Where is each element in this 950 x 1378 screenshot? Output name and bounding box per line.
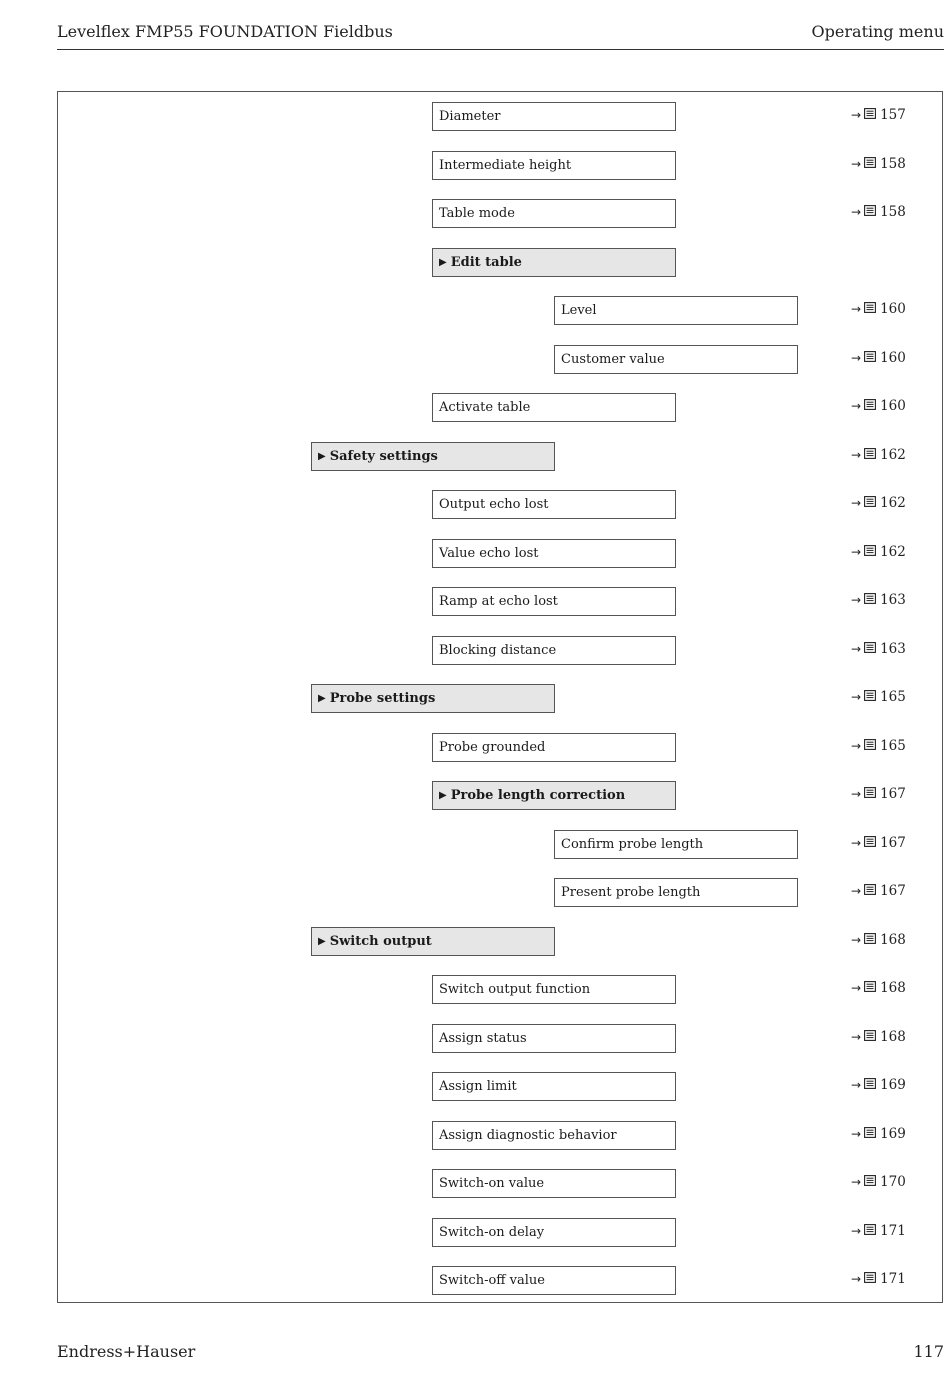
menu-item-label: Intermediate height bbox=[439, 157, 572, 173]
page-reference-number: 167 bbox=[880, 883, 906, 899]
page-reference-number: 160 bbox=[880, 301, 906, 317]
menu-parameter-box bbox=[432, 151, 676, 180]
menu-item-label: Present probe length bbox=[561, 885, 701, 900]
menu-row bbox=[58, 975, 942, 1004]
book-page-icon bbox=[864, 1127, 876, 1138]
arrow-right-icon: → bbox=[851, 108, 862, 122]
arrow-right-icon: → bbox=[851, 302, 862, 316]
menu-item-label: Customer value bbox=[561, 351, 665, 367]
menu-item-label: Edit table bbox=[450, 254, 522, 270]
menu-row bbox=[58, 296, 942, 325]
page-reference-link[interactable] bbox=[851, 1072, 906, 1101]
menu-row bbox=[58, 539, 942, 568]
menu-item-label: Value echo lost bbox=[439, 545, 539, 561]
page-reference-link[interactable] bbox=[851, 490, 906, 519]
menu-item-label: Activate table bbox=[439, 400, 531, 415]
menu-group-box bbox=[311, 684, 555, 713]
page-reference-link[interactable] bbox=[851, 1024, 906, 1053]
menu-row bbox=[58, 442, 942, 471]
book-page-icon bbox=[864, 787, 876, 798]
menu-row bbox=[58, 199, 942, 228]
book-page-icon bbox=[864, 399, 876, 410]
book-page-icon bbox=[864, 1272, 876, 1283]
menu-item-label: Confirm probe length bbox=[561, 836, 704, 852]
menu-row bbox=[58, 345, 942, 374]
page-reference-link[interactable] bbox=[851, 1266, 906, 1295]
menu-item-label: Table mode bbox=[439, 206, 515, 221]
book-page-icon bbox=[864, 496, 876, 507]
menu-row bbox=[58, 781, 942, 810]
menu-row bbox=[58, 102, 942, 131]
expand-triangle-icon: ▶ bbox=[318, 450, 326, 462]
arrow-right-icon: → bbox=[851, 447, 862, 462]
page-reference-number: 160 bbox=[880, 398, 906, 414]
menu-parameter-box bbox=[432, 1121, 676, 1150]
menu-row bbox=[58, 1218, 942, 1247]
book-page-icon bbox=[864, 108, 876, 119]
page-reference-link[interactable] bbox=[851, 927, 906, 956]
header-divider bbox=[57, 49, 944, 50]
book-page-icon bbox=[864, 448, 876, 459]
section-title: Operating menu bbox=[811, 22, 944, 41]
menu-parameter-box bbox=[554, 878, 798, 907]
page-reference-link[interactable] bbox=[851, 151, 906, 180]
operating-menu-tree bbox=[57, 91, 943, 1303]
page-reference-number: 169 bbox=[880, 1125, 906, 1142]
arrow-right-icon: → bbox=[851, 205, 862, 219]
menu-item-label: Switch output bbox=[329, 933, 432, 949]
menu-row bbox=[58, 151, 942, 180]
page-reference-link[interactable] bbox=[851, 975, 906, 1004]
page-reference-link[interactable] bbox=[851, 1218, 906, 1247]
menu-group-box bbox=[432, 248, 676, 277]
arrow-right-icon: → bbox=[851, 1272, 862, 1286]
arrow-right-icon: → bbox=[851, 1223, 862, 1238]
page-reference-link[interactable] bbox=[851, 733, 906, 762]
arrow-right-icon: → bbox=[851, 787, 862, 801]
book-page-icon bbox=[864, 642, 876, 653]
menu-parameter-box bbox=[432, 199, 676, 228]
book-page-icon bbox=[864, 351, 876, 362]
menu-item-label: Output echo lost bbox=[439, 497, 549, 512]
menu-row bbox=[58, 878, 942, 907]
menu-parameter-box bbox=[554, 345, 798, 374]
arrow-right-icon: → bbox=[851, 496, 862, 510]
menu-parameter-box bbox=[432, 1169, 676, 1198]
menu-row bbox=[58, 927, 942, 956]
book-page-icon bbox=[864, 593, 876, 604]
page-reference-number: 169 bbox=[880, 1077, 906, 1093]
page-reference-number: 165 bbox=[880, 689, 906, 705]
page-reference-number: 160 bbox=[880, 349, 906, 366]
book-page-icon bbox=[864, 157, 876, 168]
book-page-icon bbox=[864, 1175, 876, 1186]
arrow-right-icon: → bbox=[851, 544, 862, 559]
arrow-right-icon: → bbox=[851, 981, 862, 995]
page-reference-number: 168 bbox=[880, 931, 906, 948]
menu-item-label: Assign status bbox=[439, 1030, 527, 1046]
menu-row bbox=[58, 1121, 942, 1150]
page-reference-link[interactable] bbox=[851, 878, 906, 907]
arrow-right-icon: → bbox=[851, 399, 862, 413]
menu-parameter-box bbox=[432, 975, 676, 1004]
menu-row bbox=[58, 393, 942, 422]
book-page-icon bbox=[864, 933, 876, 944]
menu-parameter-box bbox=[432, 1266, 676, 1295]
menu-item-label: Assign limit bbox=[439, 1079, 517, 1094]
page-reference-number: 167 bbox=[880, 786, 906, 802]
page-reference-number: 163 bbox=[880, 640, 906, 657]
menu-parameter-box bbox=[432, 1024, 676, 1053]
arrow-right-icon: → bbox=[851, 738, 862, 753]
menu-row bbox=[58, 248, 942, 277]
menu-item-label: Ramp at echo lost bbox=[439, 594, 558, 609]
menu-item-label: Probe settings bbox=[329, 691, 436, 706]
page-reference-number: 171 bbox=[880, 1222, 906, 1239]
arrow-right-icon: → bbox=[851, 1175, 862, 1189]
arrow-right-icon: → bbox=[851, 1029, 862, 1044]
page-number: 117 bbox=[913, 1342, 944, 1361]
menu-parameter-box bbox=[432, 102, 676, 131]
menu-item-label: Blocking distance bbox=[439, 642, 557, 658]
menu-item-label: Switch-off value bbox=[439, 1273, 545, 1288]
menu-item-label: Assign diagnostic behavior bbox=[439, 1127, 617, 1143]
menu-parameter-box bbox=[432, 539, 676, 568]
book-page-icon bbox=[864, 545, 876, 556]
expand-triangle-icon: ▶ bbox=[439, 256, 447, 268]
page-reference-link[interactable] bbox=[851, 539, 906, 568]
menu-item-label: Probe grounded bbox=[439, 739, 546, 755]
page-reference-link[interactable] bbox=[851, 1169, 906, 1198]
menu-row bbox=[58, 1072, 942, 1101]
menu-row bbox=[58, 1024, 942, 1053]
page-reference-number: 158 bbox=[880, 204, 906, 220]
page-reference-link[interactable] bbox=[851, 781, 906, 810]
page-reference-link[interactable] bbox=[851, 1121, 906, 1150]
menu-parameter-box bbox=[432, 636, 676, 665]
menu-group-box bbox=[311, 442, 555, 471]
menu-parameter-box bbox=[432, 733, 676, 762]
page-reference-number: 167 bbox=[880, 834, 906, 851]
menu-row bbox=[58, 733, 942, 762]
book-page-icon bbox=[864, 1030, 876, 1041]
menu-item-label: Diameter bbox=[439, 109, 501, 124]
arrow-right-icon: → bbox=[851, 1078, 862, 1092]
menu-row bbox=[58, 830, 942, 859]
arrow-right-icon: → bbox=[851, 156, 862, 171]
menu-row bbox=[58, 490, 942, 519]
menu-parameter-box bbox=[432, 587, 676, 616]
menu-item-label: Safety settings bbox=[329, 448, 438, 464]
page-reference-link[interactable] bbox=[851, 393, 906, 422]
book-page-icon bbox=[864, 205, 876, 216]
page-reference-link[interactable] bbox=[851, 102, 906, 131]
page-reference-link[interactable] bbox=[851, 296, 906, 325]
menu-row bbox=[58, 587, 942, 616]
menu-row bbox=[58, 636, 942, 665]
arrow-right-icon: → bbox=[851, 932, 862, 947]
menu-parameter-box bbox=[432, 1218, 676, 1247]
menu-parameter-box bbox=[554, 296, 798, 325]
page-reference-link[interactable] bbox=[851, 636, 906, 665]
page-reference-link[interactable] bbox=[851, 830, 906, 859]
menu-row bbox=[58, 1169, 942, 1198]
page-reference-link[interactable] bbox=[851, 587, 906, 616]
book-page-icon bbox=[864, 1078, 876, 1089]
arrow-right-icon: → bbox=[851, 690, 862, 704]
footer-brand: Endress+Hauser bbox=[57, 1342, 196, 1361]
arrow-right-icon: → bbox=[851, 350, 862, 365]
document-title: Levelflex FMP55 FOUNDATION Fieldbus bbox=[57, 22, 393, 41]
page-reference-link[interactable] bbox=[851, 345, 906, 374]
menu-parameter-box bbox=[554, 830, 798, 859]
book-page-icon bbox=[864, 739, 876, 750]
page-reference-number: 157 bbox=[880, 107, 906, 123]
book-page-icon bbox=[864, 884, 876, 895]
menu-group-box bbox=[311, 927, 555, 956]
menu-row bbox=[58, 684, 942, 713]
menu-parameter-box bbox=[432, 1072, 676, 1101]
arrow-right-icon: → bbox=[851, 1126, 862, 1141]
book-page-icon bbox=[864, 690, 876, 701]
menu-row bbox=[58, 1266, 942, 1295]
expand-triangle-icon: ▶ bbox=[318, 693, 326, 704]
menu-parameter-box bbox=[432, 393, 676, 422]
book-page-icon bbox=[864, 302, 876, 313]
expand-triangle-icon: ▶ bbox=[318, 935, 326, 947]
arrow-right-icon: → bbox=[851, 884, 862, 898]
book-page-icon bbox=[864, 1224, 876, 1235]
menu-item-label: Level bbox=[561, 303, 597, 318]
page-reference-number: 170 bbox=[880, 1174, 906, 1190]
expand-triangle-icon: ▶ bbox=[439, 790, 447, 801]
page-reference-number: 165 bbox=[880, 737, 906, 754]
menu-item-label: Probe length correction bbox=[450, 788, 626, 803]
page-reference-number: 168 bbox=[880, 1028, 906, 1045]
page-reference-number: 168 bbox=[880, 980, 906, 996]
page-reference-number: 163 bbox=[880, 592, 906, 608]
menu-group-box bbox=[432, 781, 676, 810]
page-reference-number: 171 bbox=[880, 1271, 906, 1287]
page-reference-number: 162 bbox=[880, 446, 906, 463]
book-page-icon bbox=[864, 836, 876, 847]
book-page-icon bbox=[864, 981, 876, 992]
arrow-right-icon: → bbox=[851, 641, 862, 656]
page-reference-link[interactable] bbox=[851, 684, 906, 713]
page-reference-number: 162 bbox=[880, 495, 906, 511]
page-reference-number: 158 bbox=[880, 155, 906, 172]
page-reference-link[interactable] bbox=[851, 199, 906, 228]
arrow-right-icon: → bbox=[851, 593, 862, 607]
page-reference-link[interactable] bbox=[851, 442, 906, 471]
page-reference-number: 162 bbox=[880, 543, 906, 560]
menu-item-label: Switch output function bbox=[439, 982, 591, 997]
menu-item-label: Switch-on value bbox=[439, 1176, 545, 1191]
menu-parameter-box bbox=[432, 490, 676, 519]
menu-item-label: Switch-on delay bbox=[439, 1224, 545, 1240]
arrow-right-icon: → bbox=[851, 835, 862, 850]
